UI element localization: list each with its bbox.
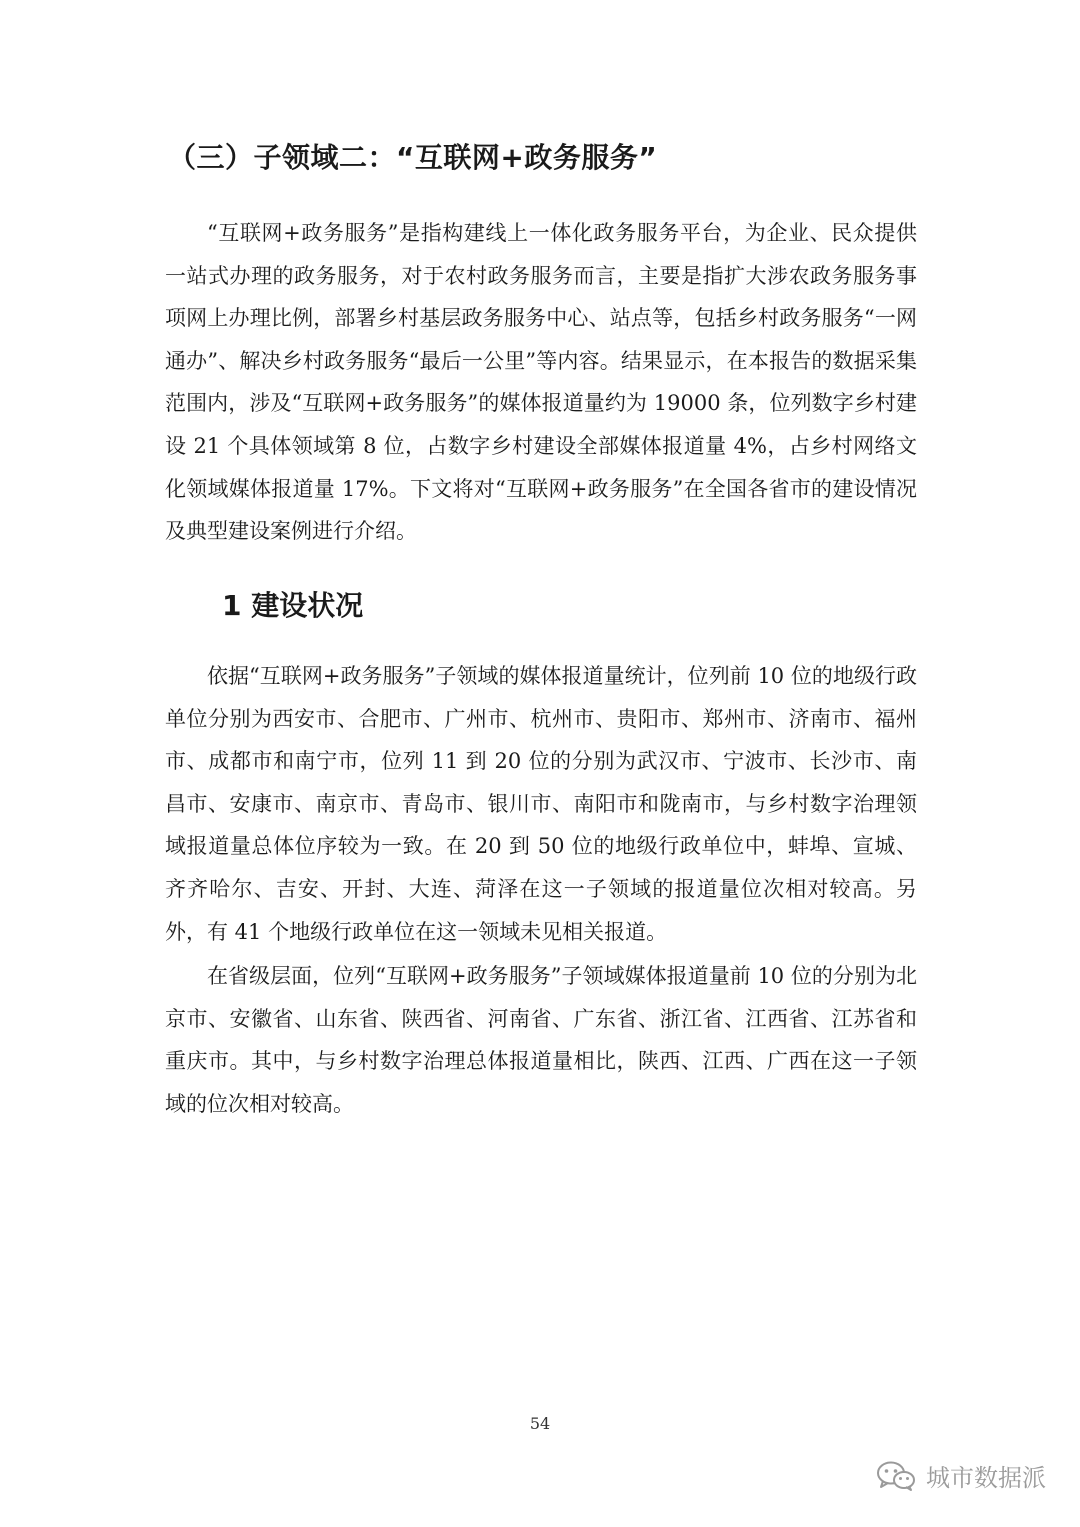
- paragraph-city-ranking: 依据“互联网+政务服务”子领域的媒体报道量统计，位列前 10 位的地级行政单位分别为西安市、合肥市、广州市、杭州市、贵阳市、郑州市、济南市、福州市、成都市和南宁市，位列 11 到 20 位的分别为武汉市、宁波市、长沙市、南昌市、安康市、南京市、青岛市、银川市、南阳市和陇南市，与乡村数字治理领域报道量总体位序较为一致。在 20 到 50 位的地级行政单位中，蚌埠、宣城、齐齐哈尔、吉安、开封、大连、菏泽在这一子领域的报道量位次相对较高。另外，有 41 个地级行政单位在这一领域未见相关报道。: [165, 664, 917, 944]
- wechat-icon: [876, 1460, 916, 1492]
- subsection-title: 1 建设状况: [222, 589, 364, 622]
- section-title: （三）子领域二：“互联网+政务服务”: [168, 141, 658, 174]
- page-number: 54: [529, 1414, 551, 1433]
- paragraph-intro: “互联网+政务服务”是指构建线上一体化政务服务平台，为企业、民众提供一站式办理的政务服务，对于农村政务服务而言，主要是指扩大涉农政务服务事项网上办理比例，部署乡村基层政务服务中心、站点等，包括乡村政务服务“一网通办”、解决乡村政务服务“最后一公里”等内容。结果显示，在本报告的数据采集范围内，涉及“互联网+政务服务”的媒体报道量约为 19000 条，位列数字乡村建设 21 个具体领域第 8 位，占数字乡村建设全部媒体报道量 4%，占乡村网络文化领域媒体报道量 17%。下文将对“互联网+政务服务”在全国各省市的建设情况及典型建设案例进行介绍。: [165, 221, 917, 544]
- watermark: [876, 1458, 1046, 1493]
- paragraph-province-ranking: 在省级层面，位列“互联网+政务服务”子领域媒体报道量前 10 位的分别为北京市、安徽省、山东省、陕西省、河南省、广东省、浙江省、江西省、江苏省和重庆市。其中，与乡村数字治理总体报道量相比，陕西、江西、广西在这一子领域的位次相对较高。: [165, 964, 917, 1116]
- watermark-text: 城市数据派: [926, 1464, 1046, 1492]
